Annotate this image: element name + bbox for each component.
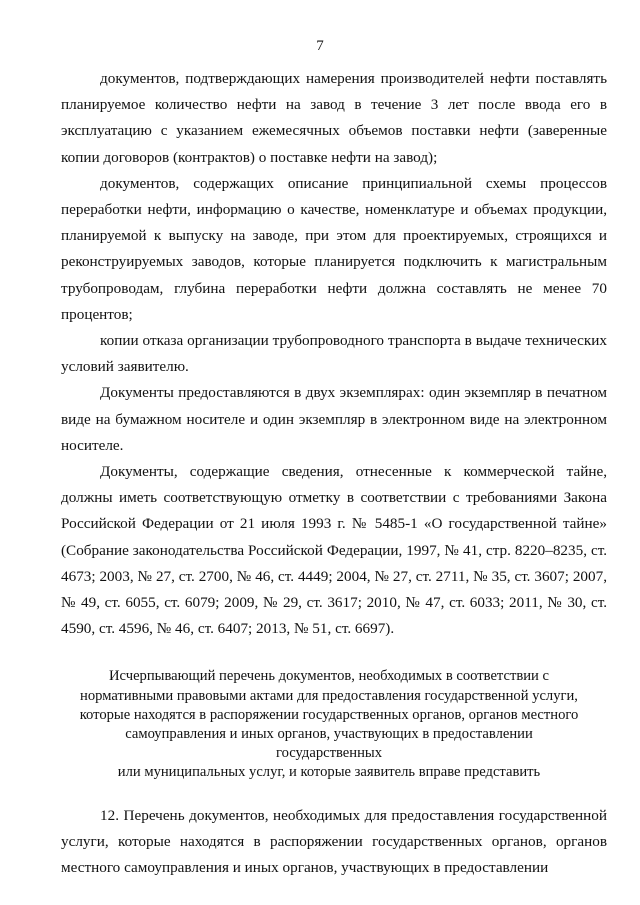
document-body — [61, 66, 607, 881]
paragraph-refusal-copy: копии отказа организации трубопроводного транспорта в выдаче технических условий заявителю. — [61, 332, 607, 376]
section-heading — [71, 667, 587, 782]
heading-line: самоуправления и иных органов, участвующих в предоставлении государственных — [125, 726, 533, 762]
page-number: 7 — [316, 38, 324, 54]
paragraph-commercial-secret: Документы, содержащие сведения, отнесенные к коммерческой тайне, должны иметь соответствующую отметку в соответствии с требованиями Закона Российской Федерации от 21 июля 1993 г. № 5485-1 «О государственной тайне» (Собрание законодательства Российской Федерации, 1997, № 41, стр. 8220–8235, ст. 4673; 2003, № 27, ст. 2700, № 46, ст. 4449; 2004, № 27, ст. 2711, № 35, ст. 3607; 2007, № 49, ст. 6055, ст. 6079; 2009, № 29, ст. 3617; 2010, № 47, ст. 6033; 2011, № 30, ст. 4590, ст. 4596, № 46, ст. 6407; 2013, № 51, ст. 6697). — [61, 463, 607, 638]
paragraph-oil-supply-documents: документов, подтверждающих намерения производителей нефти поставлять планируемое количество нефти на завод в течение 3 лет после ввода его в эксплуатацию с указанием ежемесячных объемов поставки нефти (заверенные копии договоров (контрактов) о поставке нефти на завод); — [61, 70, 607, 166]
paragraph-item-12: 12. Перечень документов, необходимых для предоставления государственной услуги, которые находятся в распоряжении государственных органов, органов местного самоуправления и иных органов, участвующих в предоставлении — [61, 806, 607, 877]
heading-line: Исчерпывающий перечень документов, необходимых в соответствии с — [109, 668, 549, 685]
paragraph-process-scheme-documents: документов, содержащих описание принципиальной схемы процессов переработки нефти, информацию о качестве, номенклатуре и объемах продукции, планируемой к выпуску на заводе, при этом для проектируемых, строящихся и реконструируемых заводов, которые планируется подключить к магистральным трубопроводам, глубина переработки нефти должна составлять не менее 70 процентов; — [61, 174, 607, 323]
heading-line: нормативными правовыми актами для предоставления государственной услуги, — [80, 687, 578, 704]
heading-line: которые находятся в распоряжении государственных органов, органов местного — [79, 706, 579, 723]
heading-line: или муниципальных услуг, и которые заявитель вправе представить — [117, 764, 541, 781]
paragraph-two-copies: Документы предоставляются в двух экземплярах: один экземпляр в печатном виде на бумажном носителе и один экземпляр в электронном виде на электронном носителе. — [61, 384, 607, 454]
